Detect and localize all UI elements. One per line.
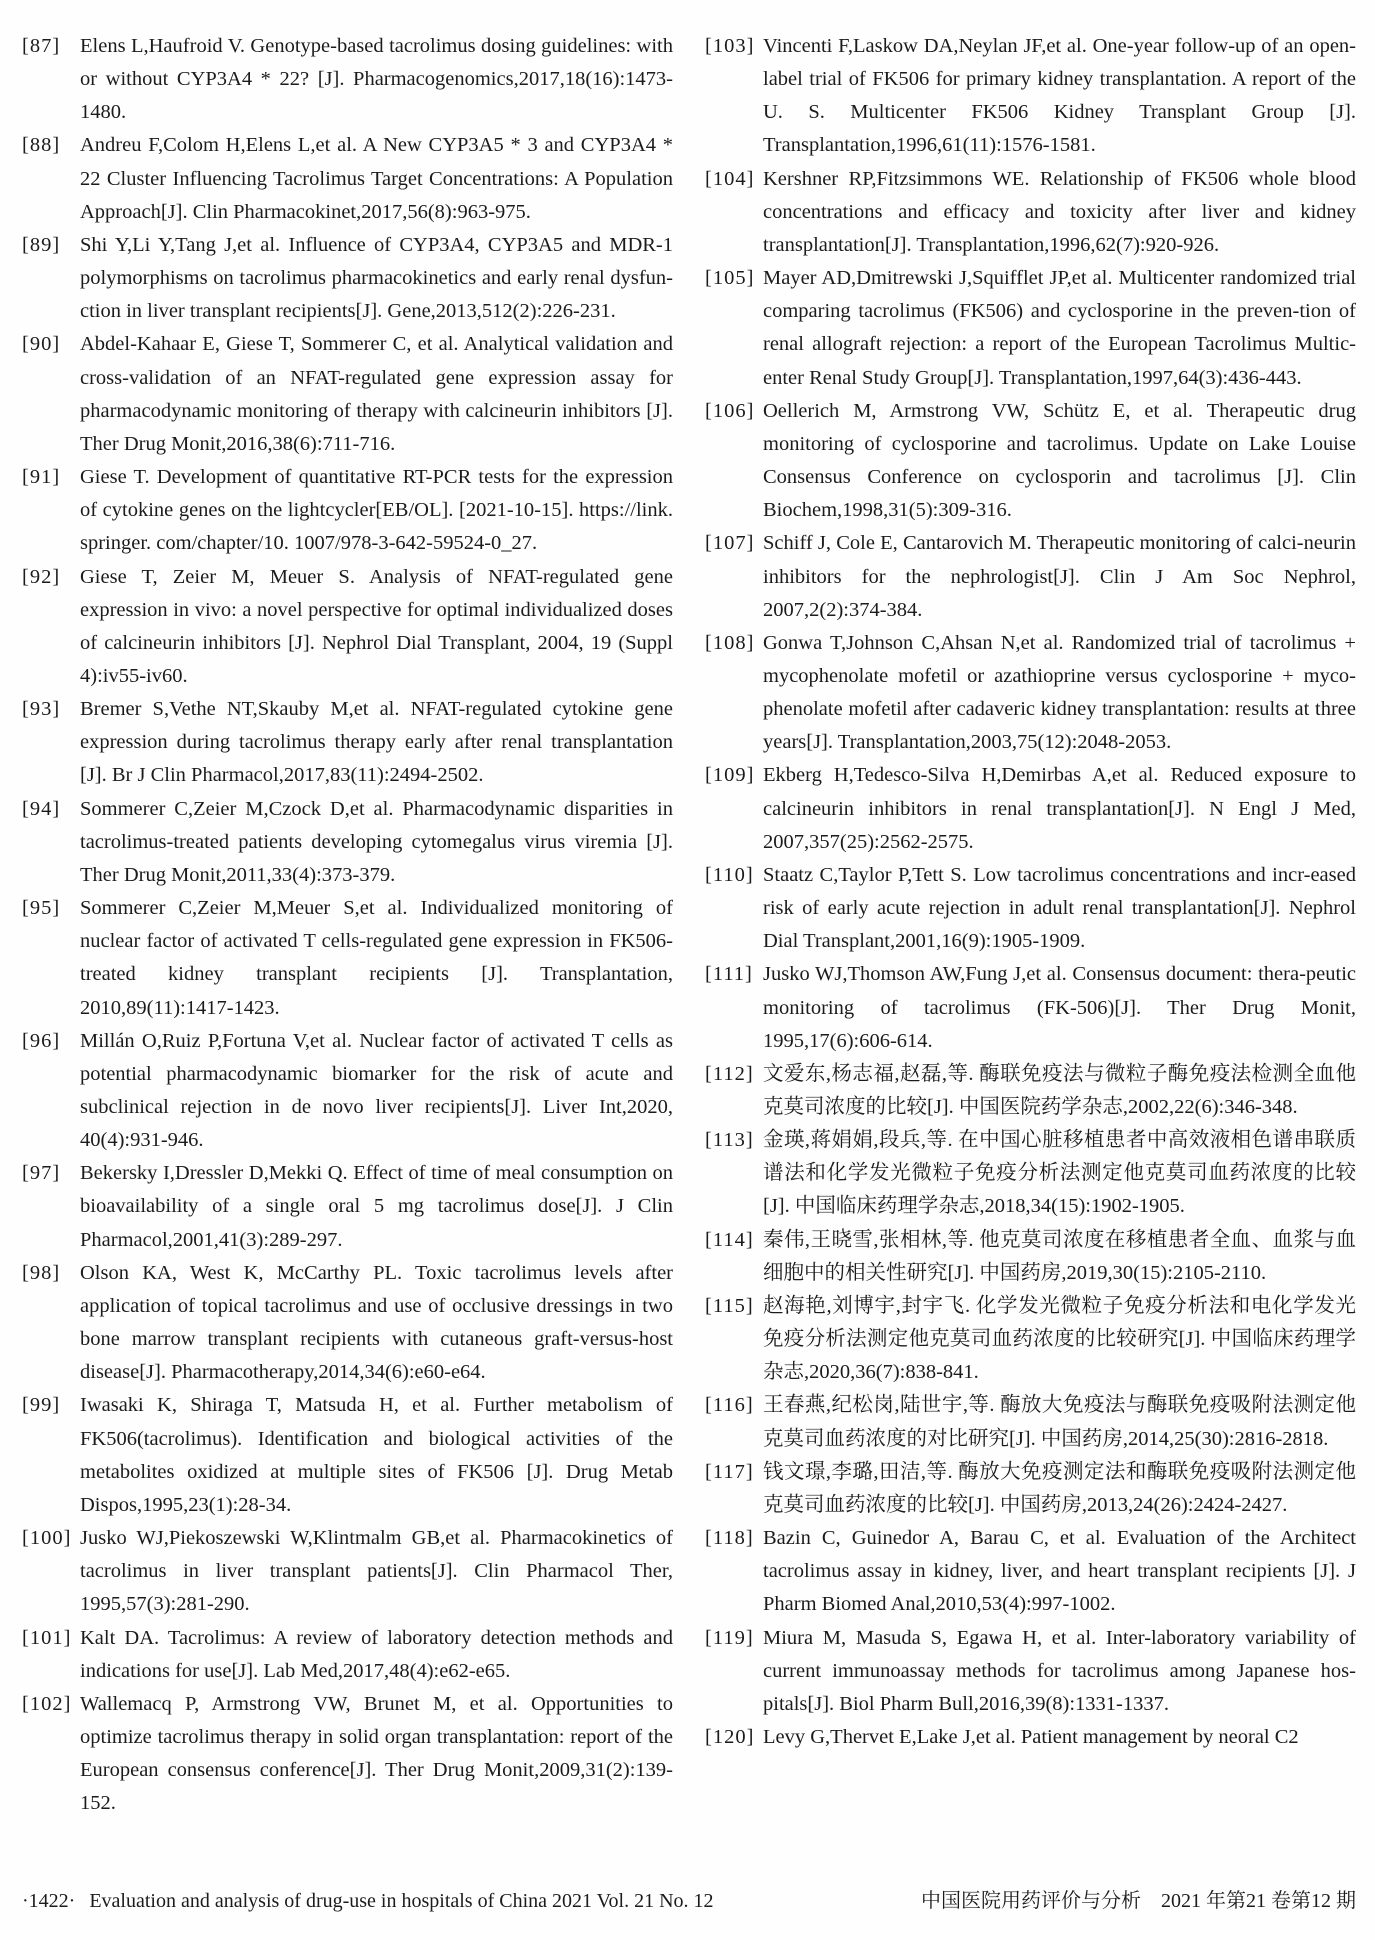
reference-item xyxy=(705,1224,1356,1290)
reference-item xyxy=(705,163,1356,262)
reference-text: 文爱东,杨志福,赵磊,等. 酶联免疫法与微粒子酶免疫法检测全血他克莫司浓度的比较[J]. 中国医院药学杂志,2002,22(6):346-348. xyxy=(763,1062,1356,1118)
reference-text: 秦伟,王晓雪,张相林,等. 他克莫司浓度在移植患者全血、血浆与血细胞中的相关性研究[J]. 中国药房,2019,30(15):2105-2110. xyxy=(763,1228,1356,1284)
reference-text: 王春燕,纪松岗,陆世宇,等. 酶放大免疫法与酶联免疫吸附法测定他克莫司血药浓度的对比研究[J]. 中国药房,2014,25(30):2816-2818. xyxy=(763,1394,1356,1450)
reference-text: 金瑛,蒋娟娟,段兵,等. 在中国心脏移植患者中高效液相色谱串联质谱法和化学发光微粒子免疫分析法测定他克莫司血药浓度的比较[J]. 中国临床药理学杂志,2018,34(15):1902-1905. xyxy=(763,1129,1356,1218)
footer-page-number: ·1422· xyxy=(22,1890,76,1912)
reference-number: [103] xyxy=(705,35,755,57)
reference-item xyxy=(22,1522,673,1621)
reference-text: Olson KA, West K, McCarthy PL. Toxic tacrolimus levels after application of topical tacrolimus and use of occlusive dressings in two bone marrow transplant recipients with cutaneous graft-versus-host disease[J]. Pharmacotherapy,2014,34(6):e60-e64. xyxy=(80,1261,673,1384)
reference-text: Ekberg H,Tedesco-Silva H,Demirbas A,et al. Reduced exposure to calcineurin inhibitors in renal transplantation[J]. N Engl J Med, 2007,357(25):2562-2575. xyxy=(763,764,1356,853)
reference-number: [102] xyxy=(22,1692,72,1715)
reference-item xyxy=(705,527,1356,626)
reference-text: Giese T. Development of quantitative RT-PCR tests for the expression of cytokine genes on the lightcycler[EB/OL]. [2021-10-15]. https://link. springer. com/chapter/10. 1007/978-3-642-59524-0_27. xyxy=(80,466,673,555)
reference-item xyxy=(22,1389,673,1522)
footer-journal-title-zh: 中国医院用药评价与分析 2021 年第21 卷第12 期 xyxy=(921,1890,1356,1912)
reference-item xyxy=(705,1522,1356,1621)
reference-number: [114] xyxy=(705,1228,754,1251)
reference-text: Staatz C,Taylor P,Tett S. Low tacrolimus concentrations and incr-eased risk of early acute rejection in adult renal transplantation[J]. Nephrol Dial Transplant,2001,16(9):1905-1909. xyxy=(763,863,1356,953)
reference-text: Gonwa T,Johnson C,Ahsan N,et al. Randomized trial of tacrolimus + mycophenolate mofetil or azathioprine versus cyclosporine + myco-phenolate mofetil after cadaveric kidney transplantation: results at three years[J]. Transplantation,2003,75(12):2048-2053. xyxy=(763,631,1356,754)
reference-item xyxy=(22,693,673,792)
reference-number: [120] xyxy=(705,1725,755,1748)
reference-item xyxy=(705,1058,1356,1124)
reference-item xyxy=(705,759,1356,858)
reference-number: [118] xyxy=(705,1527,754,1550)
reference-number: [101] xyxy=(22,1626,72,1649)
reference-number: [117] xyxy=(705,1460,754,1483)
reference-text: Bremer S,Vethe NT,Skauby M,et al. NFAT-regulated cytokine gene expression during tacrolimus therapy early after renal transplantation [J]. Br J Clin Pharmacol,2017,83(11):2494-2502. xyxy=(80,698,673,787)
reference-text: Wallemacq P, Armstrong VW, Brunet M, et al. Opportunities to optimize tacrolimus therapy in solid organ transplantation: report of the European consensus conference[J]. Ther Drug Monit,2009,31(2):139-152. xyxy=(80,1692,673,1815)
reference-item xyxy=(705,1389,1356,1455)
references-column-left xyxy=(22,30,673,1820)
reference-text: Elens L,Haufroid V. Genotype-based tacrolimus dosing guidelines: with or without CYP3A4 * 22? [J]. Pharmacogenomics,2017,18(16):1473-1480. xyxy=(80,35,673,124)
footer-left xyxy=(22,1888,714,1914)
reference-item xyxy=(22,1025,673,1158)
reference-text: Andreu F,Colom H,Elens L,et al. A New CYP3A5 * 3 and CYP3A4 * 22 Cluster Influencing Tacrolimus Target Concentrations: A Population Approach[J]. Clin Pharmacokinet,2017,56(8):963-975. xyxy=(80,134,673,223)
reference-item xyxy=(22,1622,673,1688)
reference-item xyxy=(705,395,1356,528)
reference-text: Jusko WJ,Thomson AW,Fung J,et al. Consensus document: thera-peutic monitoring of tacrolimus (FK-506)[J]. Ther Drug Monit, 1995,17(6):606-614. xyxy=(763,963,1356,1052)
reference-number: [96] xyxy=(22,1029,61,1052)
reference-item xyxy=(705,1456,1356,1522)
reference-number: [109] xyxy=(705,764,755,787)
reference-number: [90] xyxy=(22,333,61,356)
reference-number: [89] xyxy=(22,233,61,256)
reference-text: 赵海艳,刘博宇,封宇飞. 化学发光微粒子免疫分析法和电化学发光免疫分析法测定他克莫司血药浓度的比较研究[J]. 中国临床药理学杂志,2020,36(7):838-841. xyxy=(763,1294,1356,1384)
reference-number: [106] xyxy=(705,399,755,422)
reference-item xyxy=(22,129,673,228)
reference-number: [116] xyxy=(705,1394,754,1417)
page-footer xyxy=(22,1888,1356,1914)
reference-number: [88] xyxy=(22,134,61,157)
reference-item xyxy=(705,627,1356,760)
reference-text: Bazin C, Guinedor A, Barau C, et al. Evaluation of the Architect tacrolimus assay in kidney, liver, and heart transplant recipients [J]. J Pharm Biomed Anal,2010,53(4):997-1002. xyxy=(763,1527,1356,1616)
reference-text: Miura M, Masuda S, Egawa H, et al. Inter-laboratory variability of current immunoassay methods for tacrolimus among Japanese hos-pitals[J]. Biol Pharm Bull,2016,39(8):1331-1337. xyxy=(763,1626,1356,1715)
reference-item xyxy=(22,461,673,560)
reference-number: [97] xyxy=(22,1162,61,1185)
reference-text: 钱文璟,李璐,田洁,等. 酶放大免疫测定法和酶联免疫吸附法测定他克莫司血药浓度的比较[J]. 中国药房,2013,24(26):2424-2427. xyxy=(763,1460,1356,1516)
reference-item xyxy=(22,892,673,1025)
reference-text: Abdel-Kahaar E, Giese T, Sommerer C, et al. Analytical validation and cross-validation of an NFAT-regulated gene expression assay for pharmacodynamic monitoring of therapy with calcineurin inhibitors [J]. Ther Drug Monit,2016,38(6):711-716. xyxy=(80,333,673,455)
reference-item xyxy=(22,1157,673,1256)
reference-item xyxy=(705,30,1356,163)
reference-item xyxy=(705,1124,1356,1223)
reference-number: [100] xyxy=(22,1527,72,1550)
reference-item xyxy=(22,229,673,328)
reference-item xyxy=(22,1688,673,1821)
reference-text: Giese T, Zeier M, Meuer S. Analysis of NFAT-regulated gene expression in vivo: a novel perspective for optimal individualized doses of calcineurin inhibitors [J]. Nephrol Dial Transplant, 2004, 19 (Suppl 4):iv55-iv60. xyxy=(80,565,673,687)
reference-number: [108] xyxy=(705,631,755,654)
reference-number: [105] xyxy=(705,267,755,290)
reference-item xyxy=(705,958,1356,1057)
reference-text: Shi Y,Li Y,Tang J,et al. Influence of CYP3A4, CYP3A5 and MDR-1 polymorphisms on tacrolimus pharmacokinetics and early renal dysfun-ction in liver transplant recipients[J]. Gene,2013,512(2):226-231. xyxy=(80,233,673,323)
reference-item xyxy=(22,328,673,461)
reference-number: [87] xyxy=(22,35,61,57)
reference-number: [99] xyxy=(22,1394,61,1417)
reference-text: Iwasaki K, Shiraga T, Matsuda H, et al. Further metabolism of FK506(tacrolimus). Identification and biological activities of the metabolites oxidized at multiple sites of FK506 [J]. Drug Metab Dispos,1995,23(1):28-34. xyxy=(80,1394,673,1516)
reference-item xyxy=(705,1290,1356,1389)
reference-item xyxy=(705,859,1356,958)
reference-text: Sommerer C,Zeier M,Czock D,et al. Pharmacodynamic disparities in tacrolimus-treated patients developing cytomegalus virus viremia [J]. Ther Drug Monit,2011,33(4):373-379. xyxy=(80,797,673,886)
reference-number: [119] xyxy=(705,1626,754,1649)
reference-number: [110] xyxy=(705,863,754,886)
footer-journal-title-en: Evaluation and analysis of drug-use in hospitals of China 2021 Vol. 21 No. 12 xyxy=(89,1890,714,1912)
reference-text: Kershner RP,Fitzsimmons WE. Relationship of FK506 whole blood concentrations and efficacy and toxicity after liver and kidney transplantation[J]. Transplantation,1996,62(7):920-926. xyxy=(763,167,1356,256)
reference-item xyxy=(705,1622,1356,1721)
reference-number: [94] xyxy=(22,797,61,820)
reference-item xyxy=(705,1721,1356,1754)
reference-text: Vincenti F,Laskow DA,Neylan JF,et al. One-year follow-up of an open-label trial of FK506 for primary kidney transplantation. A report of the U. S. Multicenter FK506 Kidney Transplant Group [J]. Transplantation,1996,61(11):1576-1581. xyxy=(763,35,1356,157)
reference-text: Bekersky I,Dressler D,Mekki Q. Effect of time of meal consumption on bioavailability of a single oral 5 mg tacrolimus dose[J]. J Clin Pharmacol,2001,41(3):289-297. xyxy=(80,1162,673,1251)
reference-text: Kalt DA. Tacrolimus: A review of laboratory detection methods and indications for use[J]. Lab Med,2017,48(4):e62-e65. xyxy=(80,1626,673,1682)
reference-number: [98] xyxy=(22,1261,61,1284)
reference-number: [111] xyxy=(705,963,753,986)
reference-item xyxy=(22,1257,673,1390)
reference-number: [92] xyxy=(22,565,61,588)
reference-item xyxy=(22,561,673,694)
reference-text: Oellerich M, Armstrong VW, Schütz E, et al. Therapeutic drug monitoring of cyclosporine and tacrolimus. Update on Lake Louise Consensus Conference on cyclosporin and tacrolimus [J]. Clin Biochem,1998,31(5):309-316. xyxy=(763,399,1356,522)
reference-number: [91] xyxy=(22,466,61,489)
reference-text: Mayer AD,Dmitrewski J,Squifflet JP,et al. Multicenter randomized trial comparing tacrolimus (FK506) and cyclosporine in the preven-tion of renal allograft rejection: a report of the European Tacrolimus Multic-enter Renal Study Group[J]. Transplantation,1997,64(3):436-443. xyxy=(763,267,1356,389)
references-column-right xyxy=(705,30,1356,1820)
reference-number: [95] xyxy=(22,897,61,920)
reference-number: [115] xyxy=(705,1294,754,1317)
reference-item xyxy=(22,30,673,129)
reference-number: [112] xyxy=(705,1062,754,1085)
reference-number: [93] xyxy=(22,698,61,721)
reference-item xyxy=(705,262,1356,395)
reference-text: Jusko WJ,Piekoszewski W,Klintmalm GB,et al. Pharmacokinetics of tacrolimus in liver transplant patients[J]. Clin Pharmacol Ther, 1995,57(3):281-290. xyxy=(80,1527,673,1616)
reference-text: Sommerer C,Zeier M,Meuer S,et al. Individualized monitoring of nuclear factor of activated T cells-regulated gene expression in FK506-treated kidney transplant recipients [J]. Transplantation, 2010,89(11):1417-1423. xyxy=(80,897,673,1019)
reference-text: Millán O,Ruiz P,Fortuna V,et al. Nuclear factor of activated T cells as potential pharmacodynamic biomarker for the risk of acute and subclinical rejection in de novo liver recipients[J]. Liver Int,2020, 40(4):931-946. xyxy=(80,1029,673,1152)
reference-number: [113] xyxy=(705,1129,754,1152)
reference-item xyxy=(22,793,673,892)
reference-number: [104] xyxy=(705,167,755,190)
reference-text: Levy G,Thervet E,Lake J,et al. Patient management by neoral C2 xyxy=(763,1725,1299,1748)
reference-text: Schiff J, Cole E, Cantarovich M. Therapeutic monitoring of calci-neurin inhibitors for the nephrologist[J]. Clin J Am Soc Nephrol, 2007,2(2):374-384. xyxy=(763,532,1356,621)
reference-number: [107] xyxy=(705,532,755,555)
